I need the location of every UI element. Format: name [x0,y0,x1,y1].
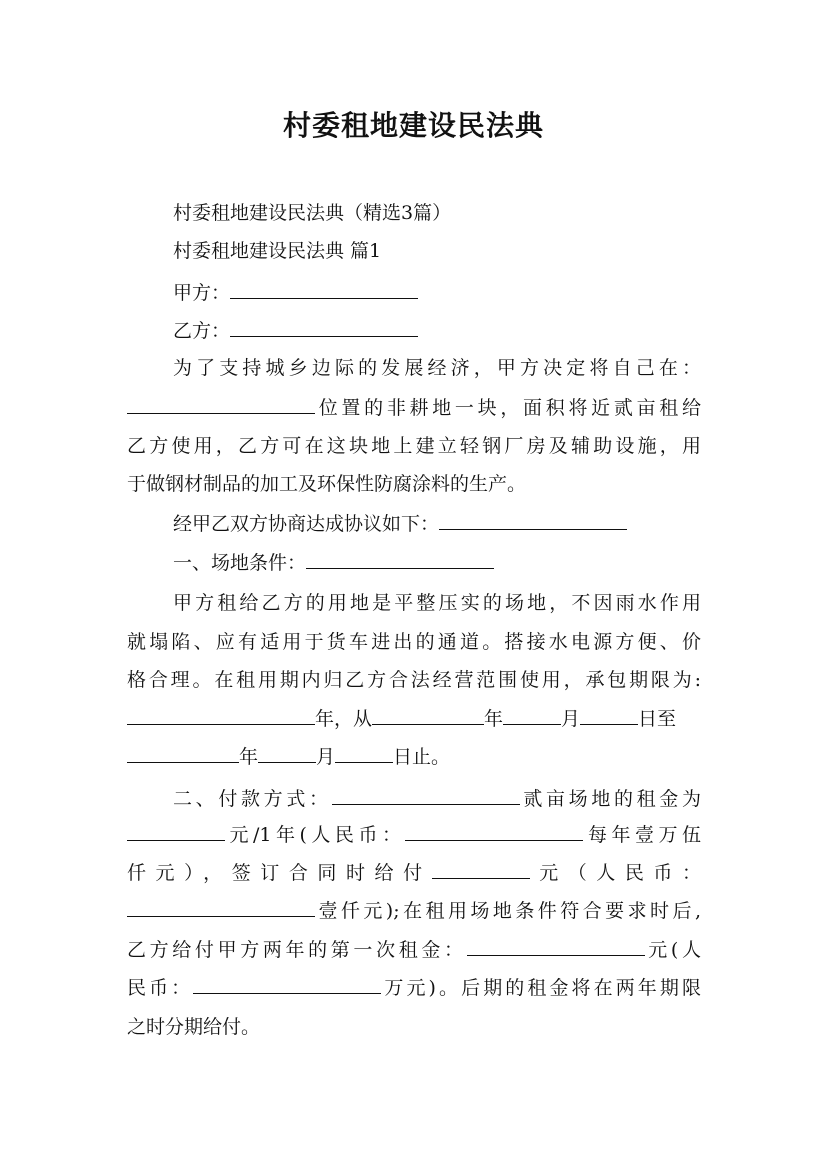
end-day-blank [335,744,393,763]
end-month-blank [258,744,316,763]
term-years-blank [127,706,315,725]
agreement-line: 经甲乙双方协商达成协议如下： [173,511,701,537]
start-month-blank [503,706,561,725]
clause-heading: 二、付款方式： 贰亩场地的租金为 [173,788,701,810]
paragraph-line: 仟元），签订合同时给付 元（人民币： [127,862,701,884]
subtitle-line: 村委租地建设民法典（精选3篇） [173,202,452,224]
location-blank [127,395,315,414]
paragraph-line: 之时分期给付。 [127,1016,261,1038]
site-condition-blank [306,550,494,569]
paragraph-line: 格合理。在租用期内归乙方合法经营范围使用，承包期限为: [127,669,701,691]
paragraph-line: 为了支持城乡边际的发展经济，甲方决定将自己在： [173,357,701,379]
end-year-blank [127,744,239,763]
paragraph-line: 元/1年(人民币： 每年壹万伍 [127,822,701,848]
paragraph-line: 乙方使用，乙方可在这块地上建立轻钢厂房及辅助设施，用 [127,435,701,457]
party-b-blank [230,318,418,337]
rent-rmb-blank [405,822,583,841]
payment-blank [332,786,520,805]
rent-amount-blank [127,822,225,841]
paragraph-line: 就塌陷、应有适用于货车进出的通道。搭接水电源方便、价 [127,631,701,653]
document-title: 村委租地建设民法典 [282,109,544,142]
paragraph-line: 位置的非耕地一块，面积将近贰亩租给 [127,395,701,421]
paragraph-line: 壹仟元);在租用场地条件符合要求时后, [127,898,701,924]
first-rent-blank [467,937,645,956]
agreement-blank [439,511,627,530]
paragraph-line: 乙方给付甲方两年的第一次租金： 元(人 [127,939,701,961]
paragraph-line: 民币： 万元)。后期的租金将在两年期限 [127,977,701,999]
paragraph-line: 于做钢材制品的加工及环保性防腐涂料的生产。 [127,473,527,495]
start-day-blank [580,706,638,725]
paragraph-line: 甲方租给乙方的用地是平整压实的场地，不因雨水作用 [173,592,701,614]
deposit-rmb-blank [127,898,315,917]
section-heading: 村委租地建设民法典 篇1 [173,240,382,262]
clause-heading: 一、场地条件： [173,550,701,576]
start-year-blank [372,706,484,725]
deposit-blank [432,860,530,879]
party-a-line: 甲方： [173,280,701,306]
party-a-blank [230,280,418,299]
term-line: 年 月 日止。 [127,744,701,770]
term-line: 年，从 年 月 日至 [127,706,701,732]
first-rent-rmb-blank [193,975,381,994]
party-b-line: 乙方： [173,318,701,344]
